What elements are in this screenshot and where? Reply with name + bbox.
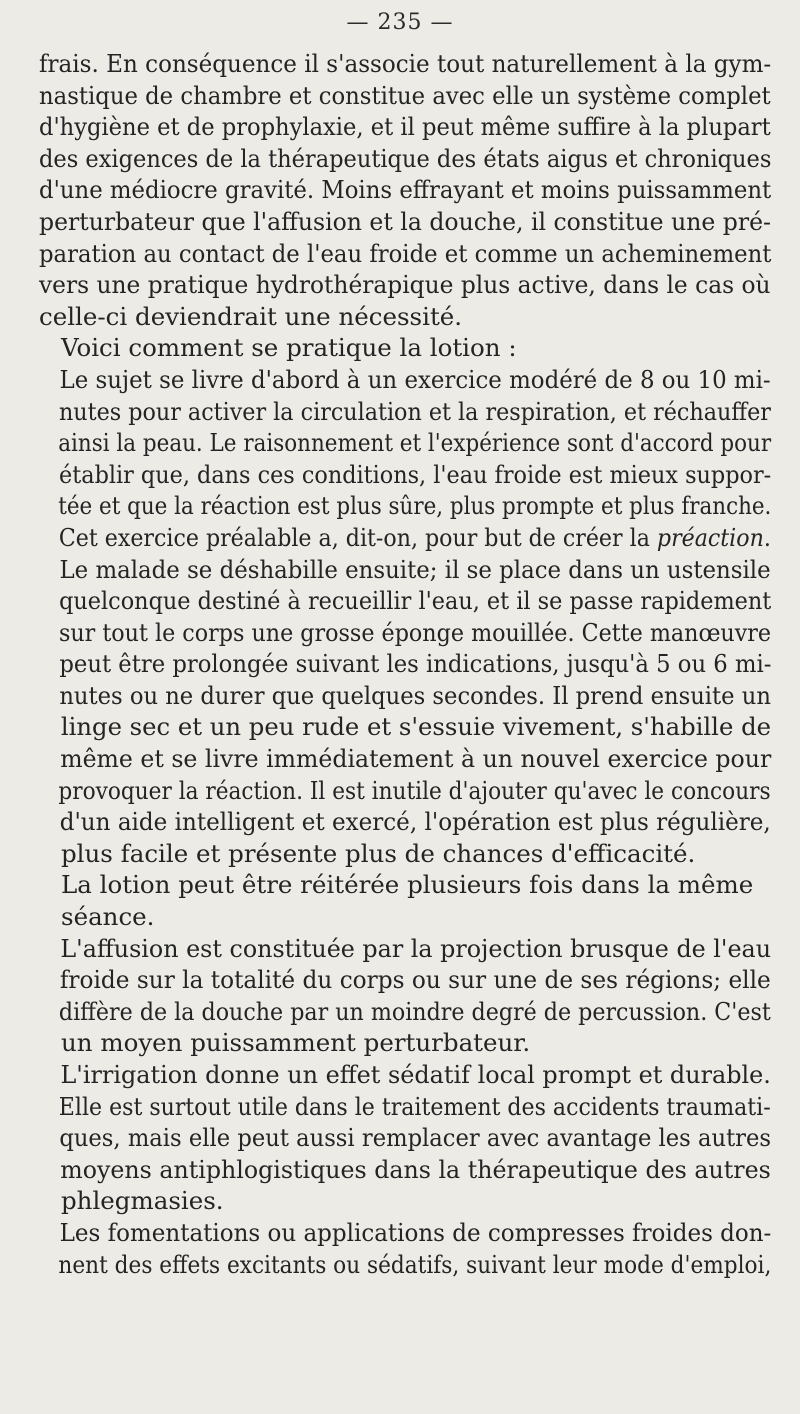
text-line: quelconque destiné à recueillir l'eau, et il se passe rapidement — [59, 586, 772, 616]
text-line: sur tout le corps une grosse éponge mouillée. Cette manœuvre — [58, 617, 772, 647]
text-line: phlegmasies. — [61, 1186, 224, 1216]
text-line: nutes ou ne durer que quelques secondes. Il prend ensuite un — [59, 680, 771, 710]
text-line: paration au contact de l'eau froide et comme un acheminement — [39, 238, 772, 268]
text-line: frais. En conséquence il s'associe tout naturellement à la gym- — [39, 49, 772, 78]
text-line: L'affusion est constituée par la projection brusque de l'eau — [60, 933, 772, 963]
paragraph-3 — [39, 364, 771, 554]
text-line: d'hygiène et de prophylaxie, et il peut même suffire à la plupart — [39, 112, 771, 142]
text-line: d'une médiocre gravité. Moins effrayant et moins puissamment — [39, 175, 772, 205]
text-line: même et se livre immédiatement à un nouvel exercice pour — [60, 744, 772, 774]
paragraph-2 — [39, 332, 771, 364]
text-line: nent des effets excitants ou sédatifs, suivant leur mode d'emploi, — [58, 1249, 772, 1279]
text-line: d'un aide intelligent et exercé, l'opération est plus régulière, — [59, 807, 771, 837]
paragraph-7 — [39, 1059, 771, 1217]
text-line: La lotion peut être réitérée plusieurs fois dans la même — [61, 870, 754, 900]
text-line: L'irrigation donne un effet sédatif local prompt et durable. — [60, 1060, 771, 1089]
text-line: moyens antiphlogistiques dans la thérapeutique des autres — [60, 1154, 771, 1184]
text-line — [39, 522, 771, 554]
text-line: diffère de la douche par un moindre degré de percussion. C'est — [58, 996, 771, 1026]
text-line: Les fomentations ou applications de compresses froides don- — [59, 1217, 772, 1247]
paragraph-5 — [39, 869, 771, 932]
text-line: des exigences de la thérapeutique des états aigus et chroniques — [39, 143, 772, 173]
text-line: établir que, dans ces conditions, l'eau froide est mieux suppor- — [59, 459, 772, 489]
text-line: vers une pratique hydrothérapique plus active, dans le cas où — [39, 270, 771, 300]
paragraph-1 — [39, 48, 771, 332]
text-line: ainsi la peau. Le raisonnement et l'expérience sont d'accord pour — [58, 428, 772, 458]
text-line: Voici comment se pratique la lotion : — [61, 333, 517, 363]
text-line: provoquer la réaction. Il est inutile d'ajouter qu'avec le concours — [58, 775, 771, 805]
text-line: séance. — [61, 902, 155, 932]
text-line: froide sur la totalité du corps ou sur une de ses régions; elle — [59, 965, 771, 995]
text-line: Elle est surtout utile dans le traitement des accidents traumati- — [58, 1091, 771, 1121]
text-line: nutes pour activer la circulation et la respiration, et réchauffer — [58, 396, 771, 426]
text-line: tée et que la réaction est plus sûre, plus prompte et plus franche. — [58, 491, 772, 521]
text-line: perturbateur que l'affusion et la douche, il constitue une pré- — [39, 206, 772, 236]
text-line: peut être prolongée suivant les indications, jusqu'à 5 ou 6 mi- — [59, 649, 772, 679]
text-line: plus facile et présente plus de chances d'efficacité. — [61, 838, 696, 868]
body-text — [39, 48, 771, 1280]
page-number: — 235 — — [346, 10, 454, 35]
text-line: linge sec et un peu rude et s'essuie vivement, s'habille de — [60, 712, 772, 742]
text-line: celle-ci deviendrait une nécessité. — [39, 301, 463, 331]
italic-term: préaction — [656, 522, 764, 552]
text-line: Le malade se déshabille ensuite; il se place dans un ustensile — [59, 554, 771, 584]
paragraph-8 — [39, 1217, 771, 1280]
text-line: nastique de chambre et constitue avec elle un système complet — [39, 80, 771, 110]
text-line: un moyen puissamment perturbateur. — [61, 1028, 531, 1058]
text-line: Le sujet se livre d'abord à un exercice modéré de 8 ou 10 mi- — [59, 364, 771, 394]
text-line: ques, mais elle peut aussi remplacer avec avantage les autres — [59, 1123, 772, 1153]
paragraph-6 — [39, 933, 771, 1059]
text-fragment: . — [763, 522, 771, 552]
text-fragment: Cet exercice préalable a, dit-on, pour but de créer la — [58, 522, 657, 552]
paragraph-4 — [39, 554, 771, 870]
